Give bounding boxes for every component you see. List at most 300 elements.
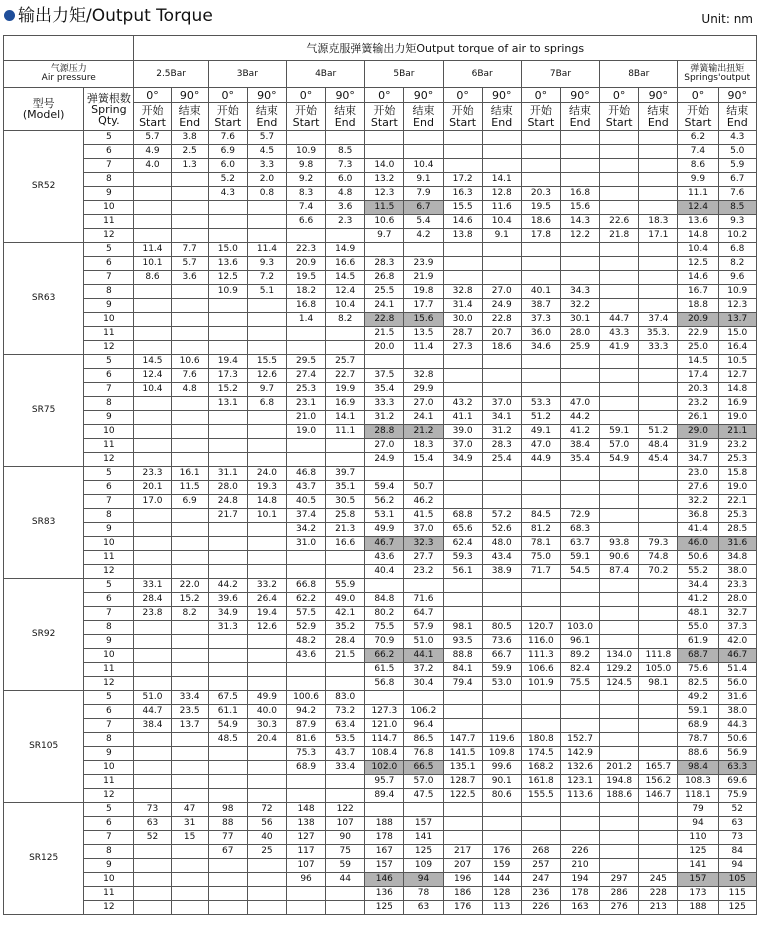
torque-value-cell: 194: [560, 873, 599, 887]
torque-value-cell: [208, 439, 247, 453]
torque-value-cell: 45.4: [639, 453, 678, 467]
torque-value-cell: 94: [718, 859, 756, 873]
torque-value-cell: 48.4: [639, 439, 678, 453]
torque-value-cell: [171, 761, 208, 775]
torque-value-cell: [286, 551, 325, 565]
torque-value-cell: 46.7: [365, 537, 404, 551]
pressure-header: 7Bar: [521, 61, 599, 88]
torque-value-cell: 53.5: [326, 733, 365, 747]
table-row: [4, 607, 757, 621]
torque-value-cell: [639, 691, 678, 705]
spring-qty-cell: 9: [84, 187, 134, 201]
table-row: [4, 775, 757, 789]
torque-value-cell: 43.7: [286, 481, 325, 495]
torque-value-cell: 21.9: [404, 271, 443, 285]
torque-value-cell: 73.2: [326, 705, 365, 719]
torque-value-cell: [521, 579, 560, 593]
torque-value-cell: [247, 663, 286, 677]
torque-value-cell: 54.9: [208, 719, 247, 733]
torque-value-cell: 28.0: [208, 481, 247, 495]
torque-value-cell: [443, 257, 482, 271]
torque-value-cell: 210: [560, 859, 599, 873]
torque-value-cell: 176: [443, 901, 482, 915]
torque-value-cell: 13.2: [365, 173, 404, 187]
torque-value-cell: 98.1: [443, 621, 482, 635]
spring-qty-cell: 7: [84, 607, 134, 621]
torque-value-cell: 76.8: [404, 747, 443, 761]
torque-value-cell: 44.7: [134, 705, 171, 719]
torque-value-cell: 2.5: [171, 145, 208, 159]
angle-end-header: 90°: [326, 88, 365, 103]
end-label-en: End: [491, 115, 513, 129]
torque-value-cell: 23.8: [134, 607, 171, 621]
torque-value-cell: [208, 299, 247, 313]
torque-value-cell: 56.0: [718, 677, 756, 691]
torque-value-cell: 25.0: [678, 341, 718, 355]
torque-value-cell: [171, 873, 208, 887]
torque-value-cell: [208, 747, 247, 761]
torque-value-cell: 30.3: [247, 719, 286, 733]
torque-value-cell: 125: [718, 901, 756, 915]
torque-value-cell: [326, 327, 365, 341]
torque-value-cell: [639, 299, 678, 313]
torque-value-cell: 10.6: [365, 215, 404, 229]
torque-value-cell: 28.0: [560, 327, 599, 341]
torque-value-cell: [404, 803, 443, 817]
spring-qty-cell: 11: [84, 327, 134, 341]
torque-value-cell: 24.0: [247, 467, 286, 481]
torque-value-cell: 20.7: [482, 327, 521, 341]
torque-value-cell: 19.0: [718, 411, 756, 425]
torque-value-cell: 10.1: [247, 509, 286, 523]
torque-value-cell: [247, 425, 286, 439]
torque-value-cell: 6.7: [718, 173, 756, 187]
torque-value-cell: [171, 635, 208, 649]
spring-qty-cell: 9: [84, 411, 134, 425]
torque-value-cell: 4.2: [404, 229, 443, 243]
spring-qty-cell: 6: [84, 369, 134, 383]
table-row: [4, 369, 757, 383]
torque-value-cell: 17.4: [678, 369, 718, 383]
torque-value-cell: 194.8: [600, 775, 639, 789]
torque-value-cell: 21.0: [286, 411, 325, 425]
torque-value-cell: 31.6: [718, 537, 756, 551]
torque-value-cell: [286, 131, 325, 145]
table-row: [4, 509, 757, 523]
torque-value-cell: 9.1: [404, 173, 443, 187]
torque-value-cell: 245: [639, 873, 678, 887]
angle-end-header: 90°: [482, 88, 521, 103]
torque-value-cell: 57.5: [286, 607, 325, 621]
torque-value-cell: [326, 677, 365, 691]
torque-value-cell: [134, 761, 171, 775]
torque-value-cell: 81.2: [521, 523, 560, 537]
torque-value-cell: [639, 369, 678, 383]
torque-value-cell: [443, 131, 482, 145]
torque-value-cell: 14.6: [678, 271, 718, 285]
spring-qty-cell: 12: [84, 901, 134, 915]
table-row: [4, 831, 757, 845]
torque-value-cell: [521, 831, 560, 845]
torque-value-cell: [326, 131, 365, 145]
end-label-en: End: [179, 115, 201, 129]
table-row: [4, 243, 757, 257]
torque-value-cell: [365, 243, 404, 257]
torque-value-cell: 38.0: [718, 565, 756, 579]
torque-value-cell: 6.2: [678, 131, 718, 145]
torque-value-cell: [208, 761, 247, 775]
start-label-en: Start: [370, 115, 398, 129]
torque-value-cell: 107: [286, 859, 325, 873]
torque-value-cell: [134, 635, 171, 649]
torque-value-cell: 3.6: [171, 271, 208, 285]
torque-value-cell: 86.5: [404, 733, 443, 747]
torque-value-cell: 174.5: [521, 747, 560, 761]
torque-value-cell: 31.0: [286, 537, 325, 551]
torque-value-cell: [639, 481, 678, 495]
torque-value-cell: [639, 131, 678, 145]
spring-qty-cell: 5: [84, 467, 134, 481]
torque-value-cell: 15: [171, 831, 208, 845]
torque-value-cell: 4.8: [326, 187, 365, 201]
torque-value-cell: [286, 229, 325, 243]
torque-value-cell: 168.2: [521, 761, 560, 775]
spring-qty-cell: 11: [84, 439, 134, 453]
start-header: [600, 103, 639, 131]
torque-value-cell: [134, 551, 171, 565]
torque-value-cell: [286, 789, 325, 803]
torque-value-cell: 167: [365, 845, 404, 859]
torque-value-cell: [482, 691, 521, 705]
torque-value-cell: [208, 229, 247, 243]
torque-value-cell: [600, 187, 639, 201]
torque-value-cell: 120.7: [521, 621, 560, 635]
model-name: SR63: [4, 243, 84, 355]
torque-value-cell: [247, 201, 286, 215]
torque-value-cell: 68.8: [443, 509, 482, 523]
pressure-header: 8Bar: [600, 61, 678, 88]
torque-value-cell: [443, 691, 482, 705]
torque-value-cell: [600, 285, 639, 299]
torque-value-cell: 54.5: [560, 565, 599, 579]
torque-value-cell: [171, 425, 208, 439]
torque-value-cell: [326, 887, 365, 901]
torque-value-cell: [247, 873, 286, 887]
start-header: [521, 103, 560, 131]
spring-qty-cell: 5: [84, 803, 134, 817]
torque-value-cell: [171, 845, 208, 859]
torque-value-cell: 53.0: [482, 677, 521, 691]
torque-value-cell: 50.7: [404, 481, 443, 495]
start-label-cn: 开始: [608, 103, 631, 117]
torque-value-cell: 25.4: [482, 453, 521, 467]
torque-value-cell: 122.5: [443, 789, 482, 803]
torque-value-cell: [365, 131, 404, 145]
angle-end-header: 90°: [247, 88, 286, 103]
torque-value-cell: 43.4: [482, 551, 521, 565]
torque-value-cell: 4.3: [208, 187, 247, 201]
torque-value-cell: [134, 789, 171, 803]
torque-value-cell: [171, 523, 208, 537]
spring-qty-cell: 5: [84, 355, 134, 369]
torque-value-cell: 15.5: [443, 201, 482, 215]
torque-value-cell: 13.7: [718, 313, 756, 327]
torque-value-cell: [247, 635, 286, 649]
torque-value-cell: 12.8: [482, 187, 521, 201]
pressure-header: 3Bar: [208, 61, 286, 88]
torque-value-cell: [208, 789, 247, 803]
start-label-en: Start: [139, 115, 166, 129]
start-label-en: Start: [214, 115, 242, 129]
table-row: [4, 425, 757, 439]
torque-value-cell: 4.8: [171, 383, 208, 397]
torque-value-cell: 12.4: [678, 201, 718, 215]
torque-value-cell: 33.3: [365, 397, 404, 411]
torque-value-cell: [171, 313, 208, 327]
torque-value-cell: 89.2: [560, 649, 599, 663]
torque-value-cell: 19.8: [404, 285, 443, 299]
torque-value-cell: 217: [443, 845, 482, 859]
torque-value-cell: [600, 719, 639, 733]
torque-value-cell: [482, 481, 521, 495]
torque-value-cell: 43.7: [326, 747, 365, 761]
torque-value-cell: 31.4: [443, 299, 482, 313]
torque-value-cell: [521, 369, 560, 383]
torque-value-cell: 66.5: [404, 761, 443, 775]
torque-value-cell: 115: [718, 887, 756, 901]
table-row: [4, 313, 757, 327]
torque-value-cell: 127.3: [365, 705, 404, 719]
torque-value-cell: [521, 803, 560, 817]
torque-value-cell: 36.8: [678, 509, 718, 523]
torque-value-cell: 34.9: [443, 453, 482, 467]
torque-value-cell: [482, 145, 521, 159]
torque-value-cell: 5.7: [171, 257, 208, 271]
torque-value-cell: 161.8: [521, 775, 560, 789]
torque-value-cell: 6.9: [171, 495, 208, 509]
torque-value-cell: [482, 817, 521, 831]
spring-qty-cell: 7: [84, 719, 134, 733]
torque-value-cell: 39.7: [326, 467, 365, 481]
torque-value-cell: [600, 607, 639, 621]
torque-value-cell: 14.1: [326, 411, 365, 425]
torque-value-cell: 9.8: [286, 159, 325, 173]
torque-value-cell: [171, 551, 208, 565]
table-row: [4, 145, 757, 159]
spring-qty-cell: 10: [84, 313, 134, 327]
torque-value-cell: 7.7: [171, 243, 208, 257]
angle-start-header: 0°: [678, 88, 718, 103]
torque-value-cell: 78.1: [521, 537, 560, 551]
start-label-cn: 开始: [295, 103, 318, 117]
torque-value-cell: 59.1: [560, 551, 599, 565]
torque-value-cell: 236: [521, 887, 560, 901]
torque-value-cell: [365, 355, 404, 369]
torque-value-cell: [521, 355, 560, 369]
torque-value-cell: 15.2: [171, 593, 208, 607]
torque-value-cell: 13.8: [443, 229, 482, 243]
torque-value-cell: 61.1: [208, 705, 247, 719]
torque-value-cell: [247, 551, 286, 565]
torque-value-cell: 66.2: [365, 649, 404, 663]
torque-value-cell: [521, 145, 560, 159]
torque-value-cell: 16.1: [171, 467, 208, 481]
torque-value-cell: 7.6: [171, 369, 208, 383]
torque-value-cell: [600, 733, 639, 747]
torque-value-cell: 57.0: [404, 775, 443, 789]
torque-value-cell: 37.4: [286, 509, 325, 523]
torque-value-cell: 59.1: [678, 705, 718, 719]
torque-value-cell: [639, 285, 678, 299]
torque-value-cell: [443, 145, 482, 159]
torque-value-cell: 47.5: [404, 789, 443, 803]
torque-value-cell: [134, 649, 171, 663]
torque-value-cell: 10.4: [404, 159, 443, 173]
torque-value-cell: [326, 901, 365, 915]
torque-value-cell: 42.1: [326, 607, 365, 621]
table-row: [4, 705, 757, 719]
torque-value-cell: 25.8: [326, 509, 365, 523]
torque-value-cell: 71.7: [521, 565, 560, 579]
torque-value-cell: [600, 355, 639, 369]
torque-value-cell: [134, 873, 171, 887]
torque-value-cell: 11.1: [326, 425, 365, 439]
torque-value-cell: [286, 439, 325, 453]
torque-value-cell: 96: [286, 873, 325, 887]
table-row: [4, 579, 757, 593]
torque-value-cell: 8.3: [286, 187, 325, 201]
spring-qty-cell: 12: [84, 565, 134, 579]
torque-value-cell: 4.3: [718, 131, 756, 145]
spring-qty-cell: 5: [84, 131, 134, 145]
torque-value-cell: 66.7: [482, 649, 521, 663]
torque-value-cell: 119.6: [482, 733, 521, 747]
torque-value-cell: 44.2: [208, 579, 247, 593]
torque-value-cell: 94: [678, 817, 718, 831]
torque-value-cell: [134, 425, 171, 439]
torque-value-cell: 94: [404, 873, 443, 887]
torque-value-cell: 53.1: [365, 509, 404, 523]
torque-value-cell: 19.4: [247, 607, 286, 621]
table-row: [4, 523, 757, 537]
torque-value-cell: 20.9: [286, 257, 325, 271]
torque-value-cell: 40: [247, 831, 286, 845]
torque-value-cell: 142.9: [560, 747, 599, 761]
spring-qty-cell: 6: [84, 705, 134, 719]
model-name: SR125: [4, 803, 84, 915]
torque-value-cell: 80.6: [482, 789, 521, 803]
table-row: [4, 873, 757, 887]
torque-value-cell: [521, 593, 560, 607]
torque-value-cell: [639, 383, 678, 397]
torque-value-cell: 38.0: [718, 705, 756, 719]
end-label-en: End: [413, 115, 434, 129]
start-header: [134, 103, 171, 131]
spring-qty-cell: 7: [84, 831, 134, 845]
torque-value-cell: [639, 579, 678, 593]
spring-qty-cell: 8: [84, 173, 134, 187]
spring-qty-cell: 6: [84, 145, 134, 159]
torque-value-cell: 49.2: [678, 691, 718, 705]
torque-value-cell: 19.5: [521, 201, 560, 215]
torque-value-cell: 125: [365, 901, 404, 915]
torque-value-cell: 152.7: [560, 733, 599, 747]
torque-value-cell: [208, 341, 247, 355]
torque-value-cell: 129.2: [600, 663, 639, 677]
torque-value-cell: [134, 537, 171, 551]
spring-output-label-en: Springs'output: [684, 73, 751, 83]
torque-value-cell: [443, 831, 482, 845]
torque-value-cell: 15.8: [718, 467, 756, 481]
end-label-cn: 结束: [726, 103, 749, 117]
torque-value-cell: 14.3: [560, 215, 599, 229]
torque-value-cell: [247, 775, 286, 789]
start-label-en: Start: [684, 115, 712, 129]
torque-value-cell: [639, 467, 678, 481]
torque-value-cell: [639, 509, 678, 523]
torque-value-cell: 38.4: [560, 439, 599, 453]
torque-value-cell: 178: [365, 831, 404, 845]
torque-value-cell: 124.5: [600, 677, 639, 691]
table-row: [4, 411, 757, 425]
torque-value-cell: [639, 705, 678, 719]
torque-value-cell: [326, 565, 365, 579]
torque-value-cell: [404, 145, 443, 159]
torque-value-cell: 30.1: [560, 313, 599, 327]
torque-value-cell: 66.8: [286, 579, 325, 593]
torque-value-cell: 23.3: [718, 579, 756, 593]
torque-value-cell: 28.3: [365, 257, 404, 271]
torque-value-cell: [560, 369, 599, 383]
torque-value-cell: [521, 159, 560, 173]
start-label-cn: 开始: [373, 103, 396, 117]
table-row: [4, 467, 757, 481]
spring-qty-cell: 10: [84, 201, 134, 215]
spring-qty-cell: 9: [84, 747, 134, 761]
torque-value-cell: 41.5: [404, 509, 443, 523]
torque-value-cell: 286: [600, 887, 639, 901]
torque-value-cell: 48.0: [482, 537, 521, 551]
spring-qty-cell: 11: [84, 551, 134, 565]
spring-qty-cell: 11: [84, 215, 134, 229]
torque-value-cell: 46.2: [404, 495, 443, 509]
torque-value-cell: 27.0: [482, 285, 521, 299]
torque-value-cell: 88.8: [443, 649, 482, 663]
torque-value-cell: 32.3: [404, 537, 443, 551]
torque-value-cell: 57.2: [482, 509, 521, 523]
torque-value-cell: [134, 173, 171, 187]
torque-value-cell: 59.3: [443, 551, 482, 565]
torque-value-cell: 5.7: [247, 131, 286, 145]
torque-value-cell: 53.3: [521, 397, 560, 411]
start-label-en: Start: [292, 115, 320, 129]
torque-value-cell: [247, 649, 286, 663]
torque-value-cell: [171, 327, 208, 341]
torque-value-cell: 12.5: [208, 271, 247, 285]
torque-value-cell: [208, 313, 247, 327]
torque-value-cell: [482, 803, 521, 817]
torque-value-cell: [521, 243, 560, 257]
torque-value-cell: 26.8: [365, 271, 404, 285]
torque-value-cell: [208, 901, 247, 915]
torque-value-cell: 116.0: [521, 635, 560, 649]
torque-value-cell: [482, 719, 521, 733]
torque-value-cell: 125: [678, 845, 718, 859]
torque-value-cell: [443, 355, 482, 369]
torque-value-cell: [600, 845, 639, 859]
spring-qty-cell: 5: [84, 243, 134, 257]
torque-value-cell: 34.3: [560, 285, 599, 299]
